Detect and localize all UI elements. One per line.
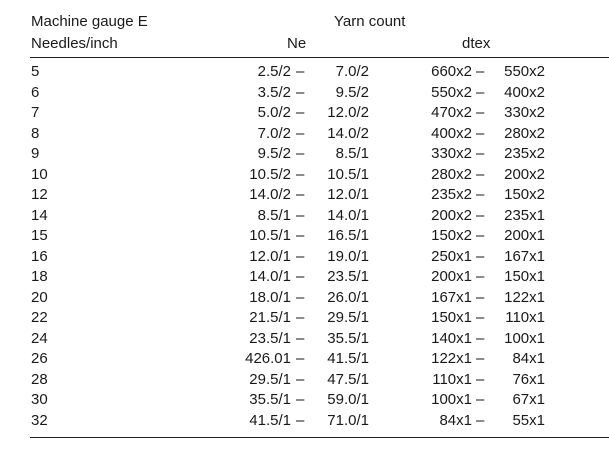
cell-ne-to: 59.0/1 <box>327 391 369 408</box>
cell-ne-to: 9.5/2 <box>335 83 369 101</box>
cell-ne-separator: – <box>296 165 305 183</box>
cell-machine-gauge: 5 <box>31 63 40 80</box>
table-row <box>0 370 609 391</box>
cell-ne-to: 12.0/1 <box>327 186 369 203</box>
cell-machine-gauge: 12 <box>31 186 48 203</box>
header-ne: Ne <box>287 35 307 52</box>
cell-ne-to: 29.5/1 <box>327 309 369 326</box>
header-machine-gauge: Machine gauge E <box>31 13 148 30</box>
cell-dtex-to: 330x2 <box>504 104 545 121</box>
cell-dtex-to: 100x1 <box>504 329 545 347</box>
table-row <box>0 144 609 165</box>
table-row <box>0 308 609 329</box>
cell-dtex-to: 280x2 <box>504 124 545 142</box>
cell-dtex-from: 122x1 <box>431 350 472 367</box>
cell-ne-from: 12.0/1 <box>249 247 291 265</box>
cell-ne-separator: – <box>296 288 305 306</box>
cell-dtex-from: 84x1 <box>439 411 472 429</box>
cell-dtex-from: 140x1 <box>431 329 472 347</box>
cell-ne-to: 16.5/1 <box>327 227 369 244</box>
cell-ne-separator: – <box>296 83 305 101</box>
cell-dtex-separator: – <box>476 63 485 80</box>
table-row <box>0 288 609 309</box>
table-body <box>0 62 609 431</box>
header-yarn-count: Yarn count <box>334 13 406 30</box>
cell-ne-separator: – <box>296 309 305 326</box>
cell-ne-separator: – <box>296 350 305 367</box>
table-row <box>0 165 609 186</box>
table-row <box>0 124 609 145</box>
table-row <box>0 267 609 288</box>
cell-ne-to: 23.5/1 <box>327 268 369 285</box>
cell-ne-separator: – <box>296 104 305 121</box>
cell-ne-separator: – <box>296 227 305 244</box>
cell-machine-gauge: 6 <box>31 83 40 101</box>
cell-ne-from: 29.5/1 <box>249 370 291 388</box>
cell-dtex-from: 150x1 <box>431 309 472 326</box>
cell-ne-separator: – <box>296 247 305 265</box>
cell-dtex-to: 55x1 <box>512 411 545 429</box>
table-row <box>0 206 609 227</box>
table-row <box>0 390 609 411</box>
cell-ne-separator: – <box>296 268 305 285</box>
cell-dtex-to: 550x2 <box>504 63 545 80</box>
table-row <box>0 103 609 124</box>
cell-dtex-separator: – <box>476 104 485 121</box>
cell-dtex-separator: – <box>476 227 485 244</box>
table-row <box>0 247 609 268</box>
cell-dtex-to: 84x1 <box>512 350 545 367</box>
cell-dtex-separator: – <box>476 186 485 203</box>
cell-ne-from: 21.5/1 <box>249 309 291 326</box>
cell-dtex-to: 67x1 <box>512 391 545 408</box>
cell-dtex-separator: – <box>476 370 485 388</box>
cell-ne-separator: – <box>296 329 305 347</box>
cell-dtex-separator: – <box>476 411 485 429</box>
cell-dtex-separator: – <box>476 145 485 162</box>
cell-dtex-to: 150x1 <box>504 268 545 285</box>
table-row <box>0 329 609 350</box>
cell-machine-gauge: 9 <box>31 145 40 162</box>
table-row <box>0 185 609 206</box>
cell-dtex-from: 470x2 <box>431 104 472 121</box>
cell-dtex-to: 122x1 <box>504 288 545 306</box>
cell-ne-to: 47.5/1 <box>327 370 369 388</box>
cell-machine-gauge: 14 <box>31 206 48 224</box>
cell-machine-gauge: 7 <box>31 104 40 121</box>
cell-ne-to: 7.0/2 <box>335 63 369 80</box>
cell-dtex-separator: – <box>476 124 485 142</box>
cell-ne-separator: – <box>296 145 305 162</box>
cell-machine-gauge: 20 <box>31 288 48 306</box>
cell-dtex-from: 400x2 <box>431 124 472 142</box>
cell-dtex-to: 200x2 <box>504 165 545 183</box>
cell-dtex-separator: – <box>476 309 485 326</box>
cell-dtex-separator: – <box>476 206 485 224</box>
cell-dtex-from: 100x1 <box>431 391 472 408</box>
cell-ne-separator: – <box>296 186 305 203</box>
cell-ne-from: 14.0/2 <box>249 186 291 203</box>
cell-ne-separator: – <box>296 124 305 142</box>
cell-ne-from: 10.5/1 <box>249 227 291 244</box>
cell-ne-from: 2.5/2 <box>257 63 291 80</box>
cell-dtex-from: 660x2 <box>431 63 472 80</box>
cell-ne-from: 14.0/1 <box>249 268 291 285</box>
cell-ne-from: 8.5/1 <box>257 206 291 224</box>
cell-dtex-separator: – <box>476 350 485 367</box>
cell-ne-separator: – <box>296 370 305 388</box>
table-row <box>0 83 609 104</box>
cell-dtex-from: 330x2 <box>431 145 472 162</box>
cell-machine-gauge: 26 <box>31 350 48 367</box>
cell-dtex-separator: – <box>476 288 485 306</box>
bottom-rule <box>30 437 609 438</box>
cell-dtex-to: 76x1 <box>512 370 545 388</box>
cell-ne-separator: – <box>296 206 305 224</box>
cell-ne-from: 10.5/2 <box>249 165 291 183</box>
cell-dtex-to: 110x1 <box>505 309 545 326</box>
cell-ne-to: 71.0/1 <box>327 411 369 429</box>
cell-ne-to: 19.0/1 <box>327 247 369 265</box>
cell-dtex-from: 250x1 <box>431 247 472 265</box>
cell-machine-gauge: 30 <box>31 391 48 408</box>
cell-dtex-to: 235x2 <box>504 145 545 162</box>
cell-dtex-from: 280x2 <box>431 165 472 183</box>
cell-ne-to: 8.5/1 <box>335 145 369 162</box>
cell-dtex-from: 200x1 <box>431 268 472 285</box>
cell-dtex-to: 167x1 <box>504 247 545 265</box>
cell-machine-gauge: 8 <box>31 124 40 142</box>
cell-ne-from: 18.0/1 <box>249 288 291 306</box>
cell-dtex-from: 167x1 <box>431 288 472 306</box>
cell-dtex-separator: – <box>476 329 485 347</box>
cell-machine-gauge: 18 <box>31 268 48 285</box>
cell-ne-to: 10.5/1 <box>327 165 369 183</box>
cell-ne-separator: – <box>296 391 305 408</box>
cell-machine-gauge: 24 <box>31 329 48 347</box>
header-needles-per-inch: Needles/inch <box>31 35 118 52</box>
cell-machine-gauge: 10 <box>31 165 48 183</box>
cell-ne-from: 41.5/1 <box>249 411 291 429</box>
cell-dtex-separator: – <box>476 83 485 101</box>
cell-dtex-from: 110x1 <box>432 370 472 388</box>
table-row <box>0 349 609 370</box>
cell-ne-separator: – <box>296 411 305 429</box>
cell-dtex-from: 550x2 <box>431 83 472 101</box>
cell-dtex-to: 150x2 <box>504 186 545 203</box>
cell-ne-to: 14.0/2 <box>327 124 369 142</box>
cell-machine-gauge: 15 <box>31 227 48 244</box>
cell-ne-from: 3.5/2 <box>257 83 291 101</box>
cell-ne-to: 26.0/1 <box>327 288 369 306</box>
table-row <box>0 226 609 247</box>
cell-ne-from: 7.0/2 <box>257 124 291 142</box>
cell-ne-to: 14.0/1 <box>327 206 369 224</box>
cell-dtex-from: 235x2 <box>431 186 472 203</box>
cell-ne-from: 9.5/2 <box>257 145 291 162</box>
cell-ne-from: 23.5/1 <box>249 329 291 347</box>
cell-ne-from: 426.01 <box>245 350 291 367</box>
cell-dtex-to: 235x1 <box>504 206 545 224</box>
cell-dtex-to: 400x2 <box>504 83 545 101</box>
cell-ne-to: 35.5/1 <box>327 329 369 347</box>
header-dtex: dtex <box>462 35 491 52</box>
cell-dtex-separator: – <box>476 165 485 183</box>
cell-dtex-separator: – <box>476 247 485 265</box>
cell-machine-gauge: 22 <box>31 309 48 326</box>
cell-machine-gauge: 28 <box>31 370 48 388</box>
cell-dtex-separator: – <box>476 391 485 408</box>
cell-ne-to: 41.5/1 <box>327 350 369 367</box>
table-row <box>0 62 609 83</box>
cell-machine-gauge: 32 <box>31 411 48 429</box>
cell-dtex-from: 200x2 <box>431 206 472 224</box>
header-rule <box>30 57 609 58</box>
cell-ne-to: 12.0/2 <box>327 104 369 121</box>
cell-ne-from: 5.0/2 <box>257 104 291 121</box>
cell-dtex-separator: – <box>476 268 485 285</box>
cell-machine-gauge: 16 <box>31 247 48 265</box>
cell-ne-from: 35.5/1 <box>249 391 291 408</box>
cell-dtex-from: 150x2 <box>431 227 472 244</box>
cell-dtex-to: 200x1 <box>504 227 545 244</box>
table-row <box>0 411 609 432</box>
cell-ne-separator: – <box>296 63 305 80</box>
